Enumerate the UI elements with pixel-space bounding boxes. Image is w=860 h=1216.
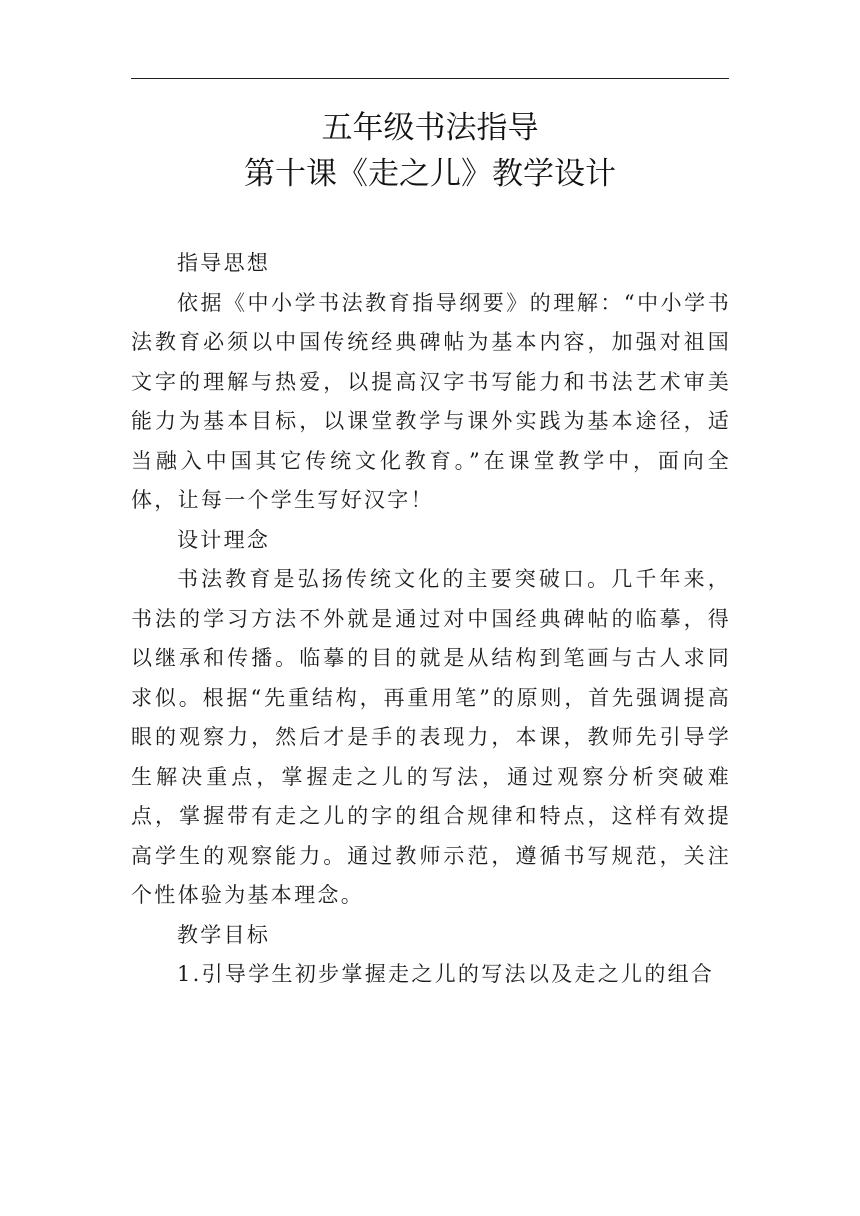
- document-title-line2: 第十课《走之儿》教学设计: [244, 156, 616, 192]
- paragraph: 依据《中小学书法教育指导纲要》的理解：“中小学书法教育必须以中国传统经典碑帖为基本内容，加强对祖国文字的理解与热爱，以提高汉字书写能力和书法艺术审美能力为基本目标，以课堂教学与课外实践为基本途径，适当融入中国其它传统文化教育。”在课堂教学中，面向全体，让每一个学生写好汉字！: [131, 290, 731, 512]
- paragraph: 1.引导学生初步掌握走之儿的写法以及走之儿的组合: [177, 962, 715, 986]
- section-heading: 教学目标: [177, 922, 271, 947]
- document-title-line1: 五年级书法指导: [321, 110, 539, 146]
- header-rule: [131, 78, 729, 79]
- document-body: [131, 244, 731, 995]
- paragraph: 书法教育是弘扬传统文化的主要突破口。几千年来，书法的学习方法不外就是通过对中国经典碑帖的临摹，得以继承和传播。临摹的目的就是从结构到笔画与古人求同求似。根据“先重结构，再重用笔”的原则，首先强调提高眼的观察力，然后才是手的表现力，本课，教师先引导学生解决重点，掌握走之儿的写法，通过观察分析突破难点，掌握带有走之儿的字的组合规律和特点，这样有效提高学生的观察能力。通过教师示范，遵循书写规范，关注个性体验为基本理念。: [131, 567, 731, 907]
- section-heading: 设计理念: [177, 527, 271, 552]
- section-heading: 指导思想: [177, 251, 271, 275]
